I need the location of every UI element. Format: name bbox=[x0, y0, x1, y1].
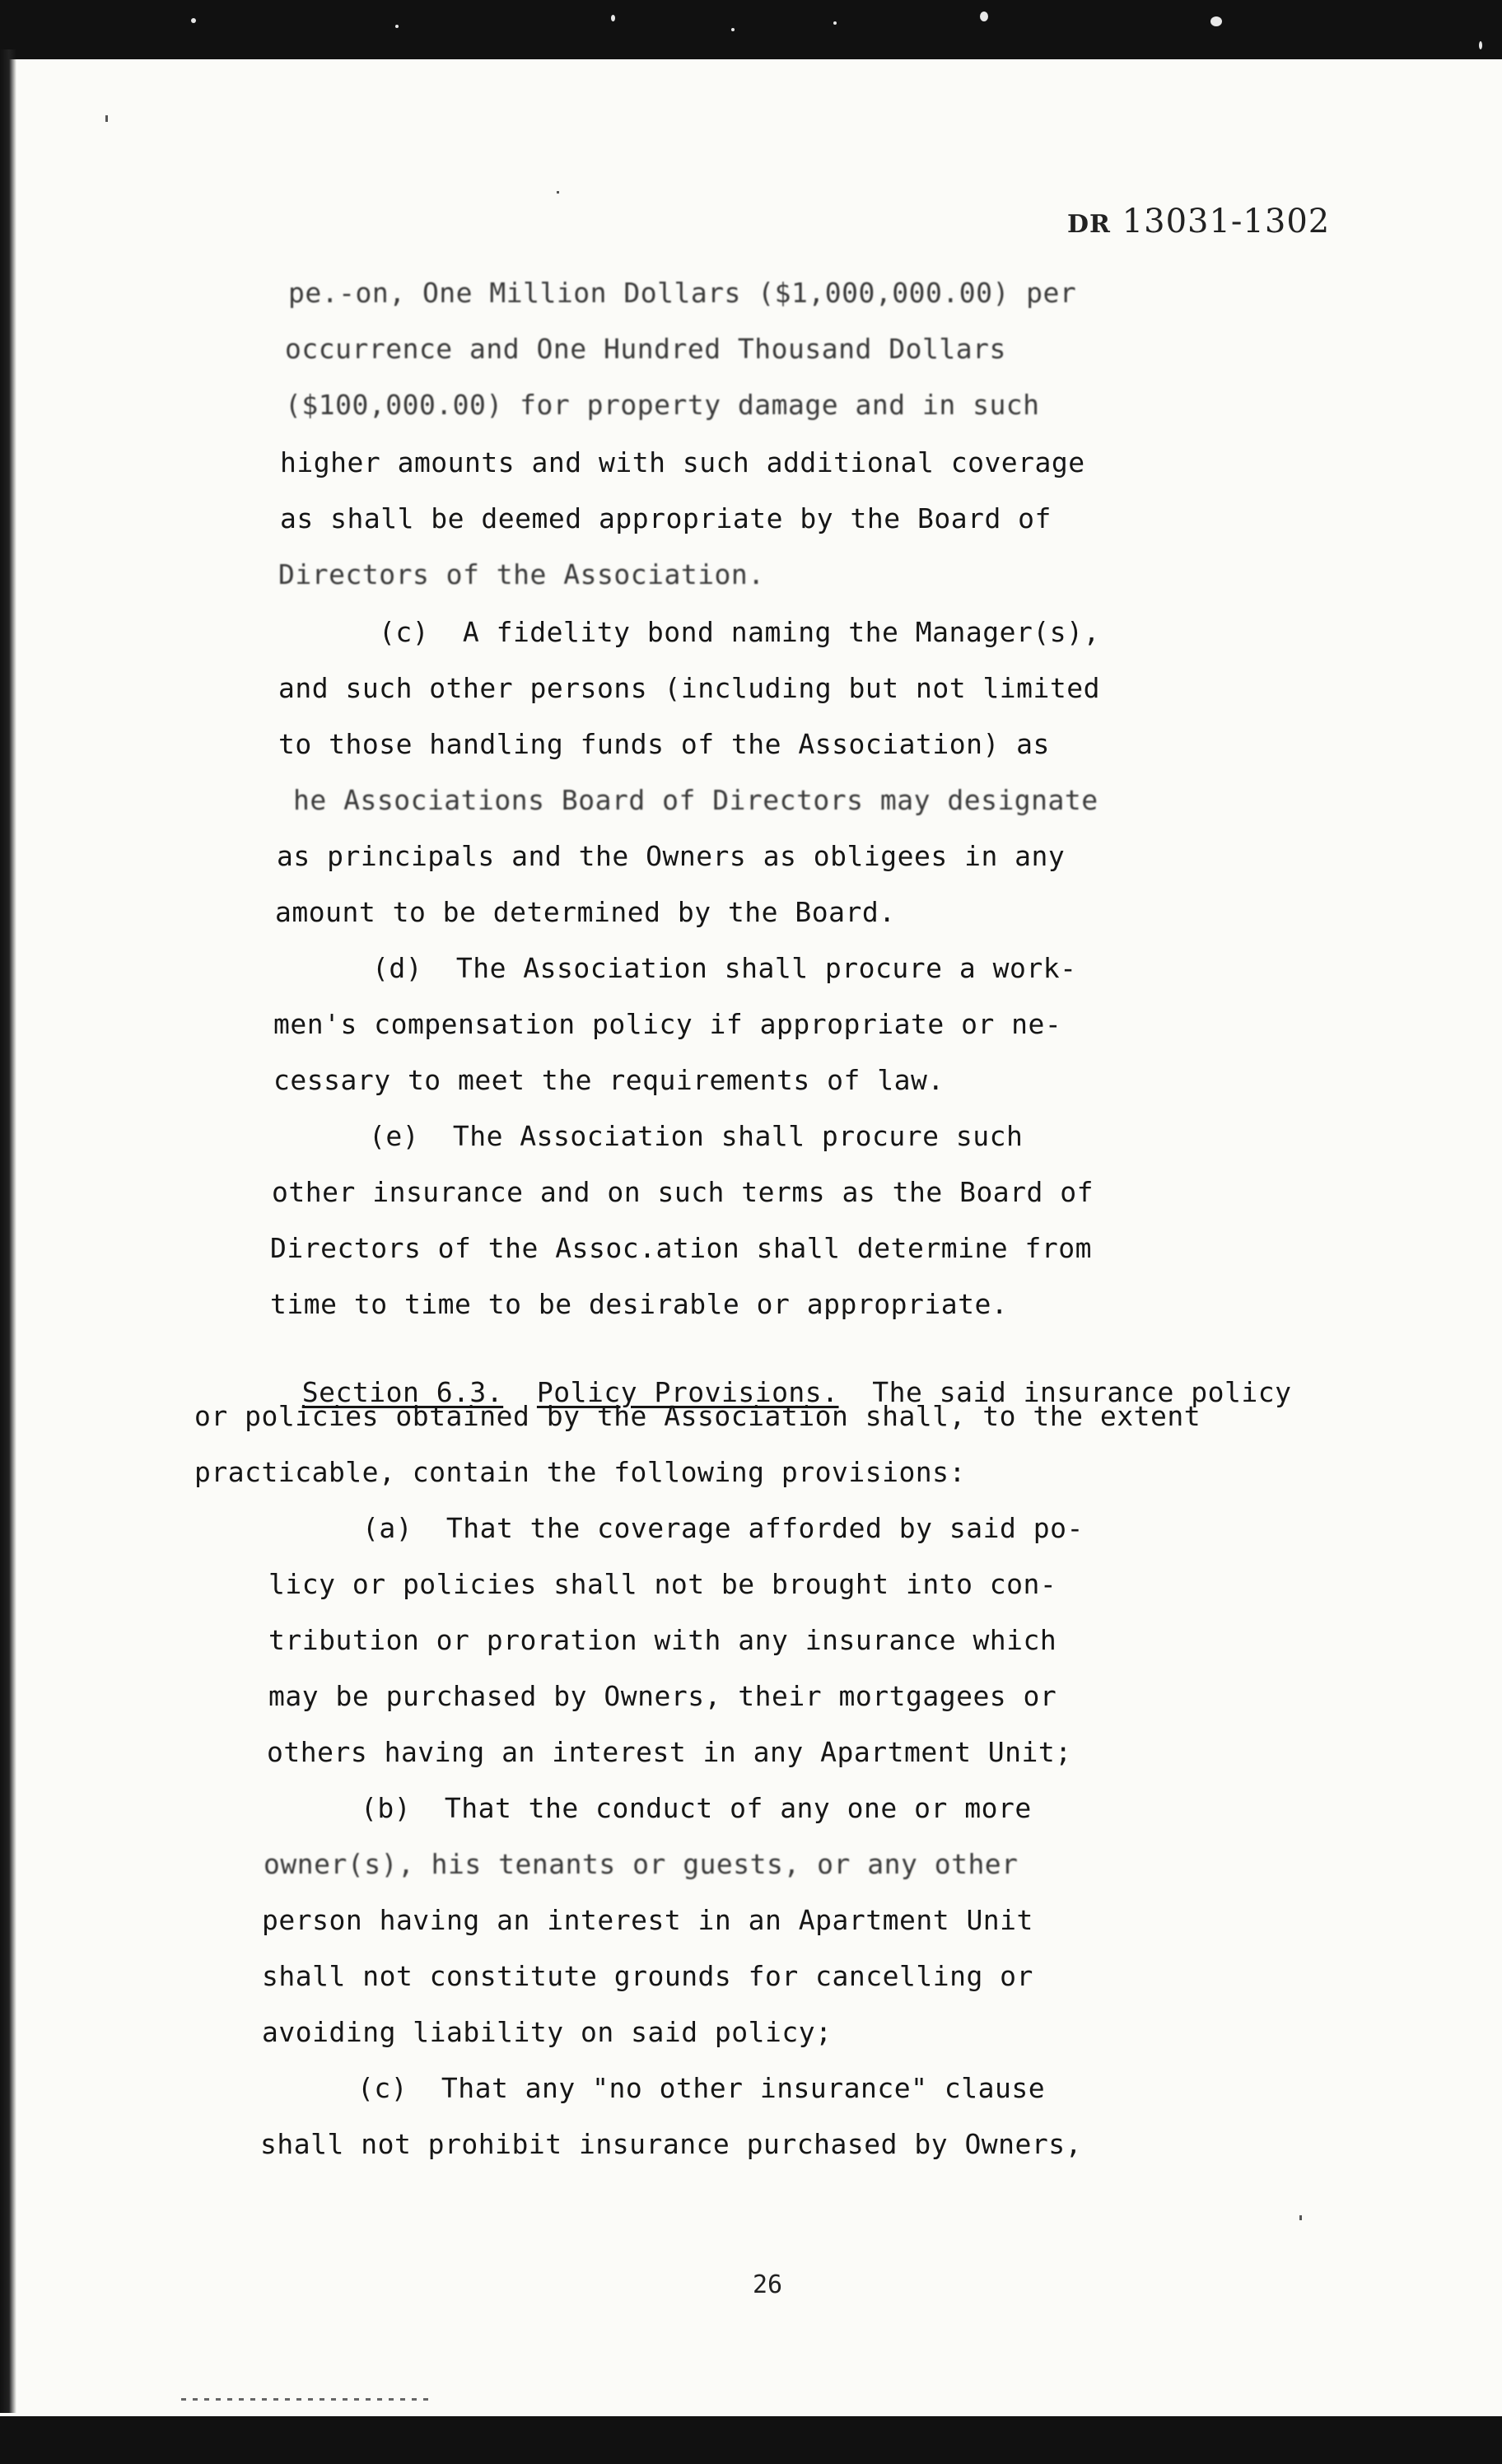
text-line: (c) That any "no other insurance" clause bbox=[357, 2072, 1046, 2104]
text-line: he Associations Board of Directors may designate bbox=[293, 784, 1099, 816]
text-line: ($100,000.00) for property damage and in such bbox=[285, 389, 1040, 421]
text-line: occurrence and One Hundred Thousand Dollars bbox=[285, 333, 1006, 365]
scan-border-left bbox=[0, 49, 16, 2413]
text-line: and such other persons (including but not limited bbox=[278, 672, 1101, 704]
text-line: shall not prohibit insurance purchased by Owners, bbox=[260, 2128, 1083, 2160]
text-line: avoiding liability on said policy; bbox=[262, 2016, 833, 2048]
text-line: to those handling funds of the Association) as bbox=[278, 728, 1050, 760]
text-line: as principals and the Owners as obligees in any bbox=[277, 840, 1066, 872]
text-line: tribution or proration with any insurance which bbox=[268, 1624, 1057, 1656]
text-line: higher amounts and with such additional coverage bbox=[280, 446, 1085, 478]
document-number bbox=[1067, 203, 1330, 240]
text-line: pe.-on, One Million Dollars ($1,000,000.00) per bbox=[288, 277, 1077, 309]
scan-border-top bbox=[0, 0, 1502, 59]
text-line: other insurance and on such terms as the Board of bbox=[272, 1176, 1094, 1208]
scan-speck bbox=[105, 115, 108, 122]
scan-speck bbox=[1299, 2215, 1302, 2220]
text-line: person having an interest in an Apartment Unit bbox=[262, 1904, 1033, 1936]
text-line: Directors of the Association. bbox=[278, 558, 765, 590]
text-line: or policies obtained by the Association shall, to the extent bbox=[194, 1400, 1201, 1432]
text-line: may be purchased by Owners, their mortgagees or bbox=[268, 1680, 1057, 1712]
text-line: licy or policies shall not be brought into con- bbox=[268, 1568, 1057, 1600]
text-line: (c) A fidelity bond naming the Manager(s), bbox=[379, 616, 1100, 648]
text-line: as shall be deemed appropriate by the Board of bbox=[280, 502, 1052, 534]
text-line: time to time to be desirable or appropriate. bbox=[270, 1288, 1009, 1320]
text-line: cessary to meet the requirements of law. bbox=[273, 1064, 945, 1096]
page-number: 26 bbox=[753, 2270, 783, 2299]
text-line: (e) The Association shall procure such bbox=[369, 1120, 1024, 1152]
section-heading bbox=[268, 1344, 1292, 1408]
text-line: men's compensation policy if appropriate or ne- bbox=[273, 1008, 1062, 1040]
section-title: Policy Provisions. bbox=[536, 1376, 839, 1408]
text-line: others having an interest in any Apartment Unit; bbox=[267, 1736, 1072, 1768]
text-line: owner(s), his tenants or guests, or any other bbox=[264, 1848, 1019, 1880]
text-line: (b) That the conduct of any one or more bbox=[361, 1792, 1032, 1824]
document-number-prefix: DR bbox=[1067, 210, 1111, 239]
text-line: (d) The Association shall procure a work- bbox=[372, 952, 1077, 984]
section-intro-text: The said insurance policy bbox=[872, 1376, 1292, 1408]
scan-border-bottom bbox=[0, 2416, 1502, 2464]
text-line: shall not constitute grounds for cancelling or bbox=[262, 1960, 1033, 1992]
text-line: (a) That the coverage afforded by said po- bbox=[362, 1512, 1084, 1544]
section-number: Section 6.3. bbox=[301, 1376, 504, 1408]
document-number-value: 13031-1302 bbox=[1122, 203, 1331, 240]
text-line: Directors of the Assoc.ation shall determine from bbox=[270, 1232, 1093, 1264]
text-line: amount to be determined by the Board. bbox=[275, 896, 896, 928]
text-line: practicable, contain the following provisions: bbox=[194, 1456, 966, 1488]
scan-artifact-dashes bbox=[181, 2398, 428, 2401]
scan-speck bbox=[557, 191, 559, 194]
